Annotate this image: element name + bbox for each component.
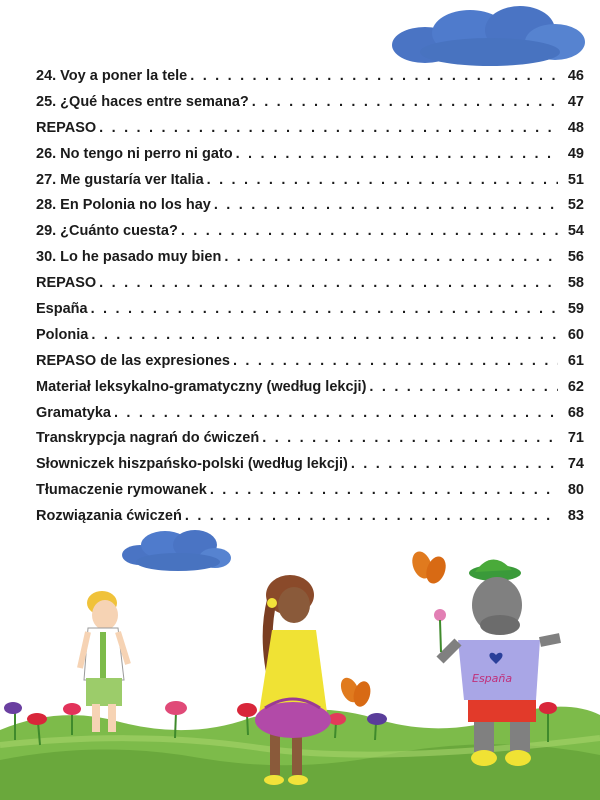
toc-entry-page: 48 [567, 119, 584, 136]
toc-entry-title: Tłumaczenie rymowanek [36, 482, 207, 499]
toc-entry [36, 197, 584, 223]
toc-leader-dots [351, 456, 558, 472]
toc-entry-page: 51 [567, 171, 584, 188]
toc-entry [36, 353, 584, 379]
toc-entry-page: 46 [567, 68, 584, 84]
toc-entry [36, 172, 584, 198]
toc-entry-title: 30. Lo he pasado muy bien [36, 249, 222, 266]
toc-entry [36, 327, 584, 353]
shirt-text: España [472, 672, 513, 685]
toc-leader-dots [214, 197, 558, 213]
boy-figure [80, 591, 128, 732]
toc-leader-dots [369, 379, 558, 395]
toc-entry-title: 28. En Polonia no los hay [36, 197, 211, 214]
butterfly-icons [337, 549, 449, 709]
toc-entry [36, 249, 584, 275]
table-of-contents [36, 68, 584, 534]
toc-entry-title: Materiał leksykalno-gramatyczny (według lekcji) [36, 378, 367, 395]
toc-entry [36, 301, 584, 327]
toc-leader-dots [181, 223, 558, 239]
toc-entry [36, 482, 584, 508]
toc-entry-page: 61 [567, 352, 584, 369]
toc-entry [36, 508, 584, 534]
toc-entry-title: REPASO de las expresiones [36, 352, 230, 369]
toc-entry-title: 24. Voy a poner la tele [36, 68, 188, 84]
toc-entry-title: Polonia [36, 326, 89, 343]
toc-leader-dots [91, 301, 558, 317]
toc-leader-dots [236, 146, 558, 162]
toc-leader-dots [252, 94, 558, 110]
toc-entry [36, 120, 584, 146]
toc-leader-dots [233, 353, 558, 369]
toc-leader-dots [99, 120, 558, 136]
toc-entry-title: Gramatyka [36, 404, 111, 421]
toc-entry-page: 68 [567, 404, 584, 421]
toc-entry-title: 27. Me gustaría ver Italia [36, 171, 204, 188]
toc-leader-dots [207, 172, 558, 188]
toc-entry [36, 223, 584, 249]
toc-entry-title: 26. No tengo ni perro ni gato [36, 145, 233, 162]
toc-entry-title: 25. ¿Qué haces entre semana? [36, 93, 249, 110]
toc-leader-dots [91, 327, 558, 343]
toc-entry-title: Rozwiązania ćwiczeń [36, 508, 182, 525]
toc-entry-page: 49 [567, 145, 584, 162]
toc-entry-page: 83 [567, 508, 584, 525]
toc-leader-dots [114, 405, 558, 421]
toc-leader-dots [99, 275, 558, 291]
toc-entry-page: 58 [567, 275, 584, 292]
toc-leader-dots [185, 508, 558, 524]
toc-leader-dots [210, 482, 558, 498]
toc-entry [36, 146, 584, 172]
toc-entry-page: 80 [567, 482, 584, 499]
toc-entry-title: 29. ¿Cuánto cuesta? [36, 223, 178, 240]
toc-entry-page: 62 [567, 378, 584, 395]
toc-entry-page: 74 [567, 456, 584, 473]
toc-entry-page: 47 [567, 93, 584, 110]
toc-leader-dots [190, 68, 558, 84]
toc-entry-title: Słowniczek hiszpańsko-polski (według lekcji) [36, 456, 348, 473]
cloud-middle [122, 530, 231, 571]
toc-entry-title: REPASO [36, 275, 97, 292]
toc-entry [36, 94, 584, 120]
toc-entry-title: Transkrypcja nagrań do ćwiczeń [36, 430, 260, 447]
toc-leader-dots [224, 249, 558, 265]
toc-entry [36, 430, 584, 456]
toc-entry [36, 379, 584, 405]
toc-entry [36, 456, 584, 482]
toc-entry-page: 60 [567, 326, 584, 343]
toc-entry-page: 52 [567, 197, 584, 214]
toc-entry-page: 71 [567, 430, 584, 447]
cloud-top [392, 6, 585, 66]
toc-entry-title: REPASO [36, 119, 97, 136]
toc-entry [36, 275, 584, 301]
toc-leader-dots [262, 430, 558, 446]
toc-entry [36, 68, 584, 94]
toc-entry-page: 59 [567, 301, 584, 318]
toc-entry [36, 405, 584, 431]
toc-entry-title: España [36, 301, 88, 318]
toc-entry-page: 56 [567, 249, 584, 266]
toc-entry-page: 54 [567, 223, 584, 240]
